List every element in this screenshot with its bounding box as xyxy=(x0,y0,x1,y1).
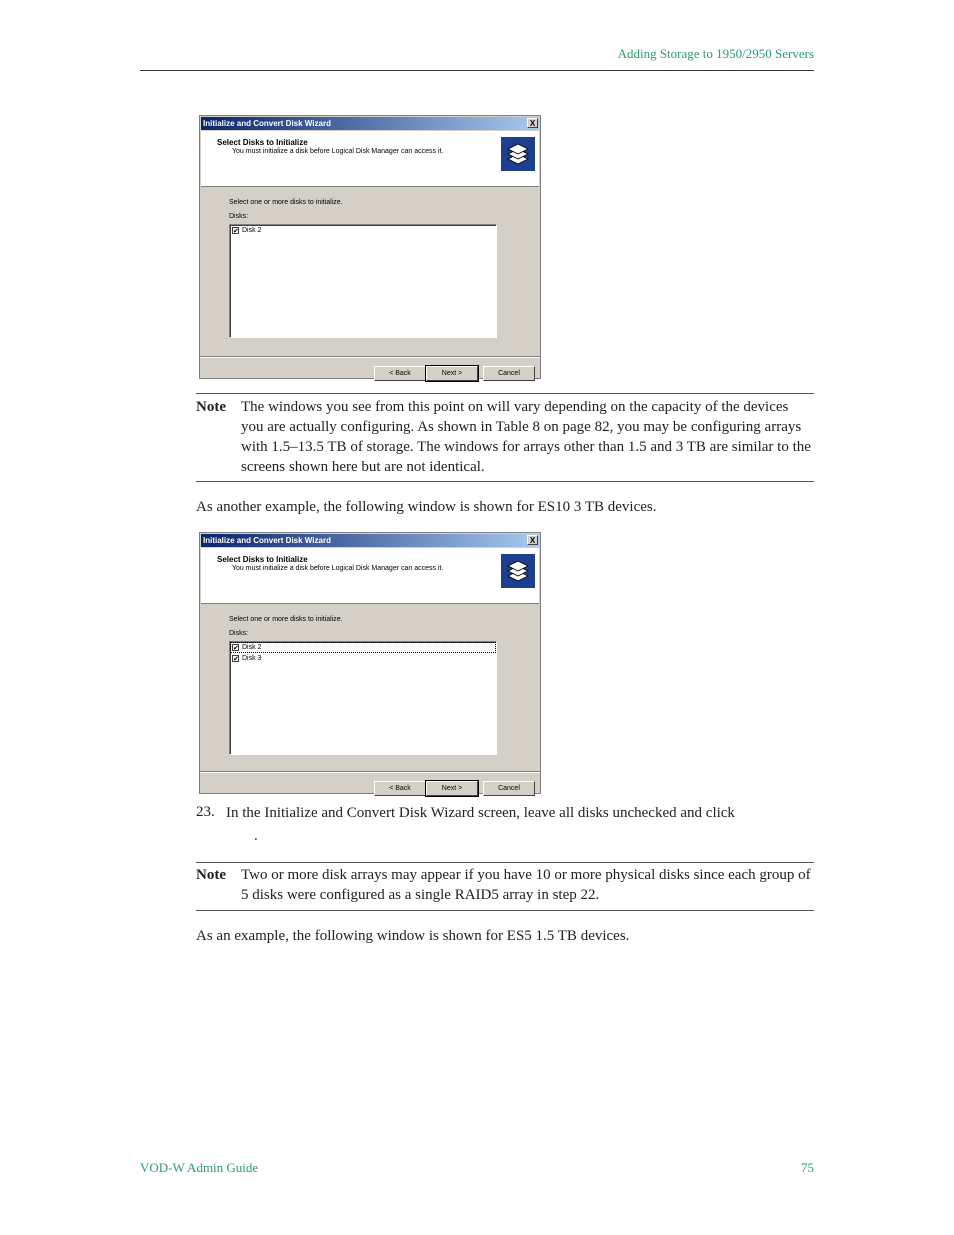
checkbox[interactable]: ✔ xyxy=(233,645,239,652)
disk-stack-icon xyxy=(501,554,535,588)
dialog-title-bar xyxy=(201,534,539,547)
dialog-title-bar xyxy=(201,117,539,130)
disks-listbox[interactable] xyxy=(229,224,497,338)
disk-label: Disk 2 xyxy=(242,644,262,651)
instruction-text: Select one or more disks to initialize. xyxy=(229,616,343,623)
disk-label: Disk 2 xyxy=(242,227,262,234)
note-box xyxy=(196,865,814,907)
cancel-button[interactable]: Cancel xyxy=(483,781,535,796)
wizard-screenshot-1 xyxy=(199,115,541,379)
checkbox[interactable]: ✔ xyxy=(233,656,239,663)
paragraph: As an example, the following window is shown for ES5 1.5 TB devices. xyxy=(196,928,630,944)
checkbox[interactable]: ✔ xyxy=(233,228,239,235)
wizard-screenshot-2 xyxy=(199,532,541,794)
wizard-header xyxy=(201,131,539,187)
step-instruction: In the Initialize and Convert Disk Wizard screen, leave all disks unchecked and click xyxy=(226,805,735,821)
note-bottom-rule xyxy=(196,481,814,482)
footer-guide-title: VOD-W Admin Guide xyxy=(140,1160,259,1175)
back-button[interactable]: < Back xyxy=(374,781,426,796)
step-text xyxy=(226,802,816,848)
disk-list-item[interactable] xyxy=(230,653,496,664)
instruction-text: Select one or more disks to initialize. xyxy=(229,199,343,206)
close-icon[interactable]: X xyxy=(527,118,538,128)
disk-list-item[interactable] xyxy=(230,642,496,653)
step-number: 23. xyxy=(196,804,215,820)
wizard-heading: Select Disks to Initialize xyxy=(217,138,308,147)
disks-label: Disks: xyxy=(229,213,249,220)
wizard-subheading: You must initialize a disk before Logical Disk Manager can access it. xyxy=(232,565,444,572)
dialog-title: Initialize and Convert Disk Wizard xyxy=(203,536,331,545)
note-label: Note xyxy=(196,399,226,415)
disk-stack-icon xyxy=(501,137,535,171)
step-continuation: . xyxy=(254,828,258,844)
disk-label: Disk 3 xyxy=(242,655,262,662)
page-header-title: Adding Storage to 1950/2950 Servers xyxy=(617,46,814,61)
wizard-header xyxy=(201,548,539,604)
note-text: Two or more disk arrays may appear if you have 10 or more physical disks since each group of 5 disks were configured as a single RAID5 array in step 22. xyxy=(241,867,811,903)
divider xyxy=(200,771,540,773)
note-label: Note xyxy=(196,867,226,883)
divider xyxy=(200,356,540,358)
close-icon[interactable]: X xyxy=(527,535,538,545)
header-rule xyxy=(140,70,814,71)
footer-page-number: 75 xyxy=(801,1160,814,1175)
dialog-title: Initialize and Convert Disk Wizard xyxy=(203,119,331,128)
note-top-rule xyxy=(196,862,814,863)
back-button[interactable]: < Back xyxy=(374,366,426,381)
note-text: The windows you see from this point on will vary depending on the capacity of the devices you are actually configuring. As shown in Table 8 on page 82, you may be configuring arrays with 1.5–13.5 TB of storage. The windows for arrays other than 1.5 and 3 TB are similar to the screens shown here but are not identical. xyxy=(241,399,811,475)
wizard-subheading: You must initialize a disk before Logical Disk Manager can access it. xyxy=(232,148,444,155)
disks-label: Disks: xyxy=(229,630,249,637)
note-bottom-rule xyxy=(196,910,814,911)
next-button[interactable]: Next > xyxy=(426,366,478,381)
paragraph: As another example, the following window is shown for ES10 3 TB devices. xyxy=(196,499,657,515)
disks-listbox[interactable] xyxy=(229,641,497,755)
wizard-heading: Select Disks to Initialize xyxy=(217,555,308,564)
cancel-button[interactable]: Cancel xyxy=(483,366,535,381)
note-box xyxy=(196,397,814,477)
next-button[interactable]: Next > xyxy=(426,781,478,796)
disk-list-item[interactable] xyxy=(230,225,496,236)
note-top-rule xyxy=(196,393,814,394)
